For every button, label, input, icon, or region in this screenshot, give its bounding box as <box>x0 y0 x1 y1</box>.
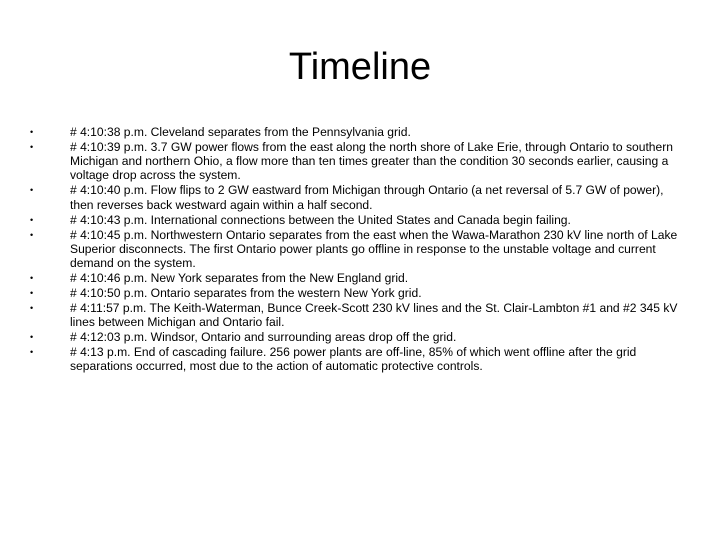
bullet-icon: • <box>30 347 34 358</box>
bullet-text: # 4:10:39 p.m. 3.7 GW power flows from the east along the north shore of Lake Erie, through Ontario to southern Michigan and northern Ohio, a flow more than ten times greater than the condition 30 seconds earlier, causing a voltage drop across the system. <box>70 140 674 183</box>
bullet-icon: • <box>30 288 34 299</box>
bullet-icon: • <box>30 303 34 314</box>
list-item <box>30 125 680 139</box>
bullet-text: # 4:10:50 p.m. Ontario separates from the western New York grid. <box>70 286 422 301</box>
bullet-text: # 4:12:03 p.m. Windsor, Ontario and surrounding areas drop off the grid. <box>70 330 457 345</box>
list-item <box>30 140 680 183</box>
list-item <box>30 345 680 373</box>
slide-title: Timeline <box>288 46 432 88</box>
list-item <box>30 271 680 285</box>
bullet-icon: • <box>30 127 34 137</box>
bullet-icon: • <box>30 229 34 240</box>
bullet-text: # 4:10:45 p.m. Northwestern Ontario separates from the east when the Wawa-Marathon 230 kV line north of Lake Superior disconnects. The first Ontario power plants go offline in response to the unstable voltage and current demand on the system. <box>70 227 678 271</box>
bullet-icon: • <box>30 273 34 284</box>
list-item <box>30 301 680 329</box>
bullet-text: # 4:10:40 p.m. Flow flips to 2 GW eastward from Michigan through Ontario (a net reversal of 5.7 GW of power), then reverses back westward again within a half second. <box>70 183 664 212</box>
list-item <box>30 213 680 227</box>
bullet-list <box>30 125 680 374</box>
bullet-text: # 4:10:43 p.m. International connections between the United States and Canada begin failing. <box>70 212 571 227</box>
list-item <box>30 183 680 211</box>
bullet-icon: • <box>30 214 34 225</box>
list-item <box>30 228 680 271</box>
bullet-text: # 4:10:46 p.m. New York separates from the New England grid. <box>70 271 409 286</box>
list-item <box>30 330 680 344</box>
bullet-text: # 4:11:57 p.m. The Keith-Waterman, Bunce Creek-Scott 230 kV lines and the St. Clair-Lambton #1 and #2 345 kV lines between Michigan and Ontario fail. <box>70 301 678 330</box>
bullet-icon: • <box>30 185 34 196</box>
list-item <box>30 286 680 300</box>
bullet-icon: • <box>30 332 34 343</box>
bullet-text: # 4:13 p.m. End of cascading failure. 256 power plants are off-line, 85% of which went offline after the grid separations occurred, most due to the action of automatic protective controls. <box>70 345 637 374</box>
bullet-text: # 4:10:38 p.m. Cleveland separates from the Pennsylvania grid. <box>70 125 411 139</box>
bullet-icon: • <box>30 142 34 152</box>
